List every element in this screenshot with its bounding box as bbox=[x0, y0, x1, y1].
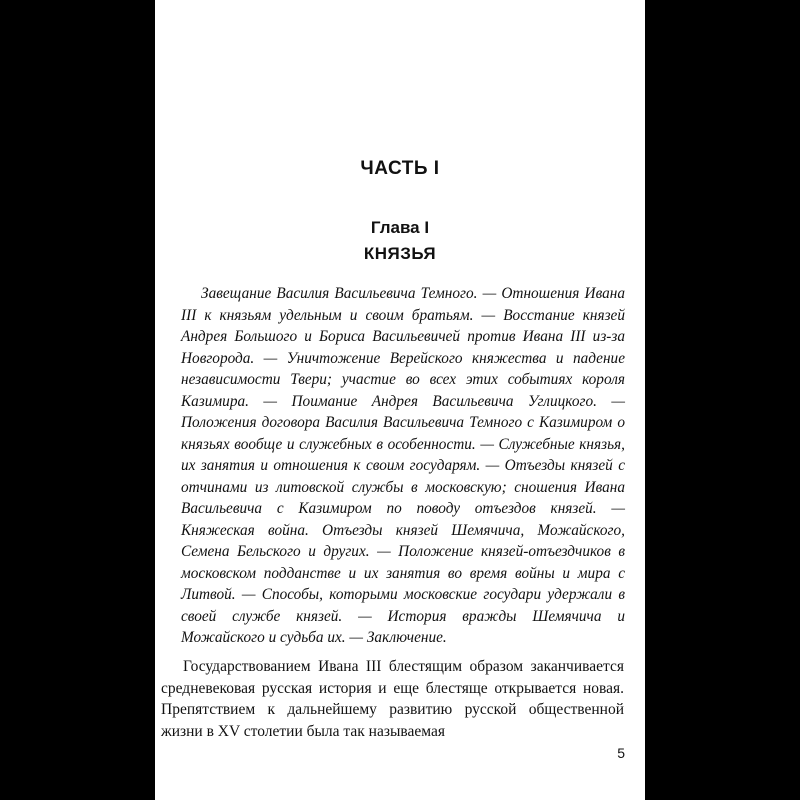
page-number: 5 bbox=[617, 745, 625, 761]
body-paragraph: Государствованием Ивана III блестящим образом заканчивается средневековая русская история и еще блестяще открывается новая. Препятствием к дальнейшему развитию русской общественной жизни в XV столетии была так называемая bbox=[161, 658, 624, 740]
chapter-title: КНЯЗЬЯ bbox=[363, 244, 437, 263]
chapter-summary: Завещание Василия Васильевича Темного. — Отношения Ивана III к князьям удельным и своим братьям. — Восстание князей Андрея Большого и Бориса Васильевичей против Ивана III из-за Новгорода. — Уничтожение Верейского княжества и падение независимости Твери; участие во всех этих событиях короля Казимира. — Поимание Андрея Васильевича Углицкого. — Положения договора Василия Васильевича Темного с Казимиром о князьях вообще и служебных в особенности. — Служебные князья, их занятия и отношения к своим государям. — Отъезды князей с отчинами из литовской службы в московскую; сношения Ивана Васильевича с Казимиром по поводу отъездов князей. — Княжеская война. Отъезды князей Шемячича, Можайского, Семена Бельского и других. — Положение князей-отъездчиков в московском подданстве и их занятия во время войны и мира с Литвой. — Способы, которыми московские государи удержали в своей службе князей. — История вражды Шемячича и Можайского и судьба их. — Заключение. bbox=[181, 285, 625, 646]
chapter-number: Глава I bbox=[370, 218, 430, 237]
left-black-margin bbox=[0, 0, 155, 800]
part-title: ЧАСТЬ I bbox=[360, 158, 440, 179]
right-black-margin bbox=[645, 0, 800, 800]
book-page bbox=[155, 0, 645, 800]
